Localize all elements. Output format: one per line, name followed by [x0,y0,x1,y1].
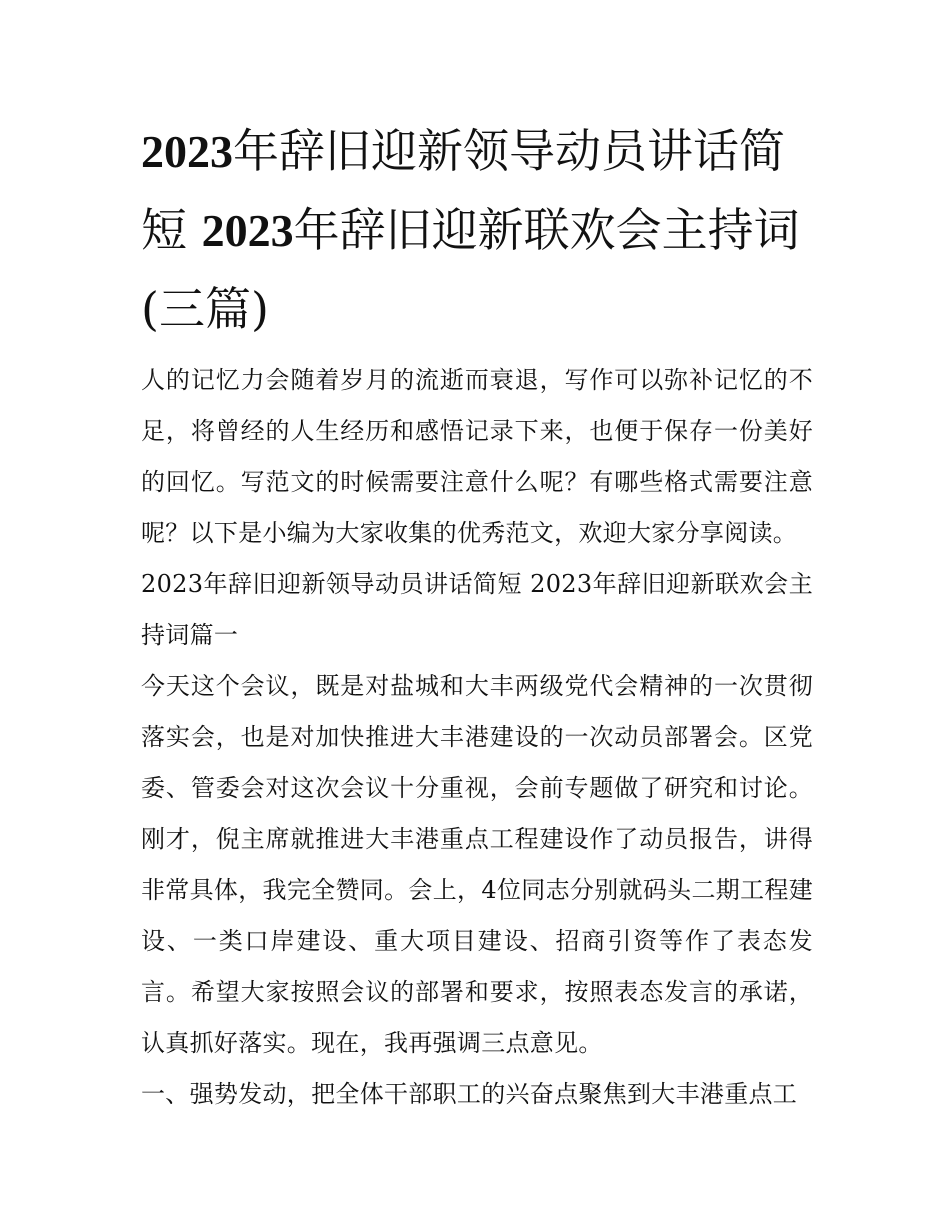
title-year-2: 2023 [201,205,294,256]
point-one-paragraph: 一、强势发动，把全体干部职工的兴奋点聚焦到大丰港重点工 [141,1080,798,1108]
document-title [141,112,813,349]
title-year-1: 2023 [141,126,233,177]
section-heading: 2023年辞旧迎新领导动员讲话简短 2023年辞旧迎新联欢会主持词篇一 [141,570,813,649]
body-paragraph: 今天这个会议，既是对盐城和大丰两级党代会精神的一次贯彻落实会，也是对加快推进大丰港建设的一次动员部署会。区党委、管委会对这次会议十分重视，会前专题做了研究和讨论。刚才，倪主席就推进大丰港重点工程建设作了动员报告，讲得非常具体，我完全赞同。会上，4位同志分别就码头二期工程建设、一类口岸建设、重大项目建设、招商引资等作了表态发言。希望大家按照会议的部署和要求，按照表态发言的承诺，认真抓好落实。现在，我再强调三点意见。 [141,672,813,1057]
document-page [141,112,813,1120]
title-text-1: 年辞旧迎新领导动员讲话简短 [141,124,785,257]
document-body [141,355,813,1120]
intro-paragraph: 人的记忆力会随着岁月的流逝而衰退，写作可以弥补记忆的不足，将曾经的人生经历和感悟记录下来，也便于保存一份美好的回忆。写范文的时候需要注意什么呢？有哪些格式需要注意呢？以下是小编为大家收集的优秀范文，欢迎大家分享阅读。 [141,366,813,547]
title-text-2: 年辞旧迎新联欢会主持词(三篇) [141,203,800,336]
